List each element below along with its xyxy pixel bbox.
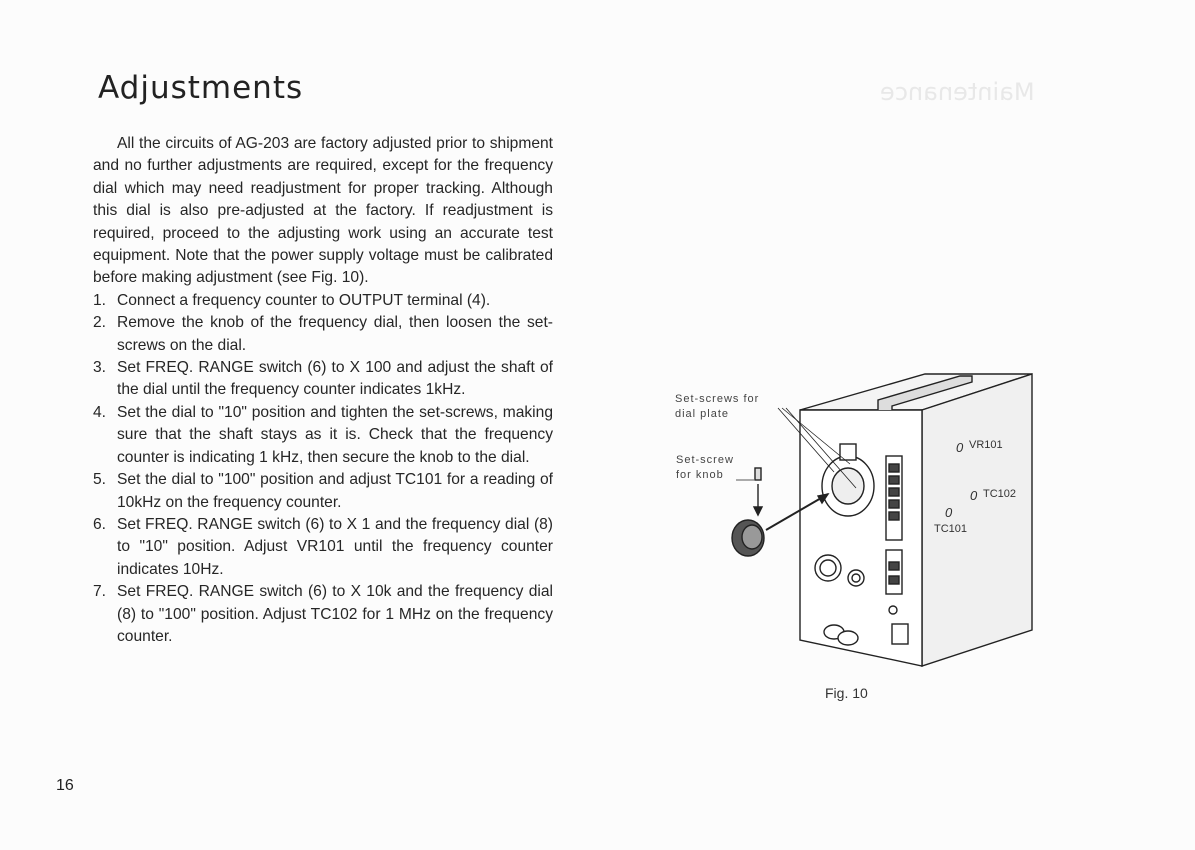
adjustment-steps	[93, 290, 553, 649]
callout-knob-screw: Set-screw for knob	[676, 454, 734, 481]
step-number: 7.	[93, 583, 107, 601]
level-knob	[815, 555, 841, 581]
step-number: 3.	[93, 359, 107, 377]
body-text	[93, 133, 553, 648]
attenuator-knob	[848, 570, 864, 586]
step-item	[93, 357, 553, 402]
tc101-mark: 0	[945, 505, 953, 520]
cabinet-side	[922, 374, 1032, 666]
step-item	[93, 514, 553, 581]
step-number: 1.	[93, 291, 107, 309]
step-item	[93, 312, 553, 357]
step-number: 2.	[93, 314, 107, 332]
page-number: 16	[56, 777, 74, 794]
step-number: 5.	[93, 471, 107, 489]
tc101-label: TC101	[934, 523, 968, 535]
step-text: Set FREQ. RANGE switch (6) to X 10k and the frequency dial (8) to "100" position. Adjust TC102 for 1 MHz on the frequency counter.	[117, 583, 553, 645]
step-text: Connect a frequency counter to OUTPUT terminal (4).	[117, 291, 491, 309]
dial-hub	[832, 468, 864, 504]
figure-caption: Fig. 10	[825, 685, 868, 701]
power-switch	[892, 624, 908, 644]
page-title: Adjustments	[98, 70, 304, 106]
step-text: Set the dial to "100" position and adjust TC101 for a reading of 10kHz on the frequency counter.	[117, 471, 553, 511]
step-text: Set FREQ. RANGE switch (6) to X 1 and the frequency dial (8) to "10" position. Adjust VR101 until the frequency counter indicates 10Hz.	[117, 515, 553, 578]
tc102-label: TC102	[983, 488, 1017, 500]
step-text: Remove the knob of the frequency dial, then loosen the set-screws on the dial.	[117, 314, 553, 354]
step-item	[93, 469, 553, 514]
step-item	[93, 290, 553, 312]
figure-10	[660, 360, 1080, 710]
tc102-mark: 0	[970, 488, 978, 503]
callout-dial-plate: Set-screws for dial plate	[675, 393, 760, 420]
intro-paragraph: All the circuits of AG-203 are factory adjusted prior to shipment and no further adjustments are required, except for the frequency dial which may need readjustment for proper tracking. Although this dial is also pre-adjusted at the factory. If readjustment is required, proceed to the adjusting work using an accurate test equipment. Note that the power supply voltage must be calibrated before making adjustment (see Fig. 10).	[93, 135, 553, 287]
vr101-mark: 0	[956, 440, 964, 455]
step-number: 6.	[93, 515, 107, 533]
knob-set-screw	[755, 468, 761, 480]
bleed-through-text: Maintenance	[880, 78, 1035, 106]
step-item	[93, 581, 553, 648]
step-text: Set the dial to "10" position and tighten the set-screws, making sure that the shaft stays as it is. Check that the frequency counter is indicating 1 kHz, then secure the knob to the dial.	[117, 403, 553, 466]
step-number: 4.	[93, 403, 107, 421]
step-text: Set FREQ. RANGE switch (6) to X 100 and adjust the shaft of the dial until the frequency counter indicates 1kHz.	[117, 359, 553, 399]
function-switch	[886, 550, 902, 594]
step-item	[93, 402, 553, 469]
vr101-label: VR101	[969, 439, 1003, 451]
